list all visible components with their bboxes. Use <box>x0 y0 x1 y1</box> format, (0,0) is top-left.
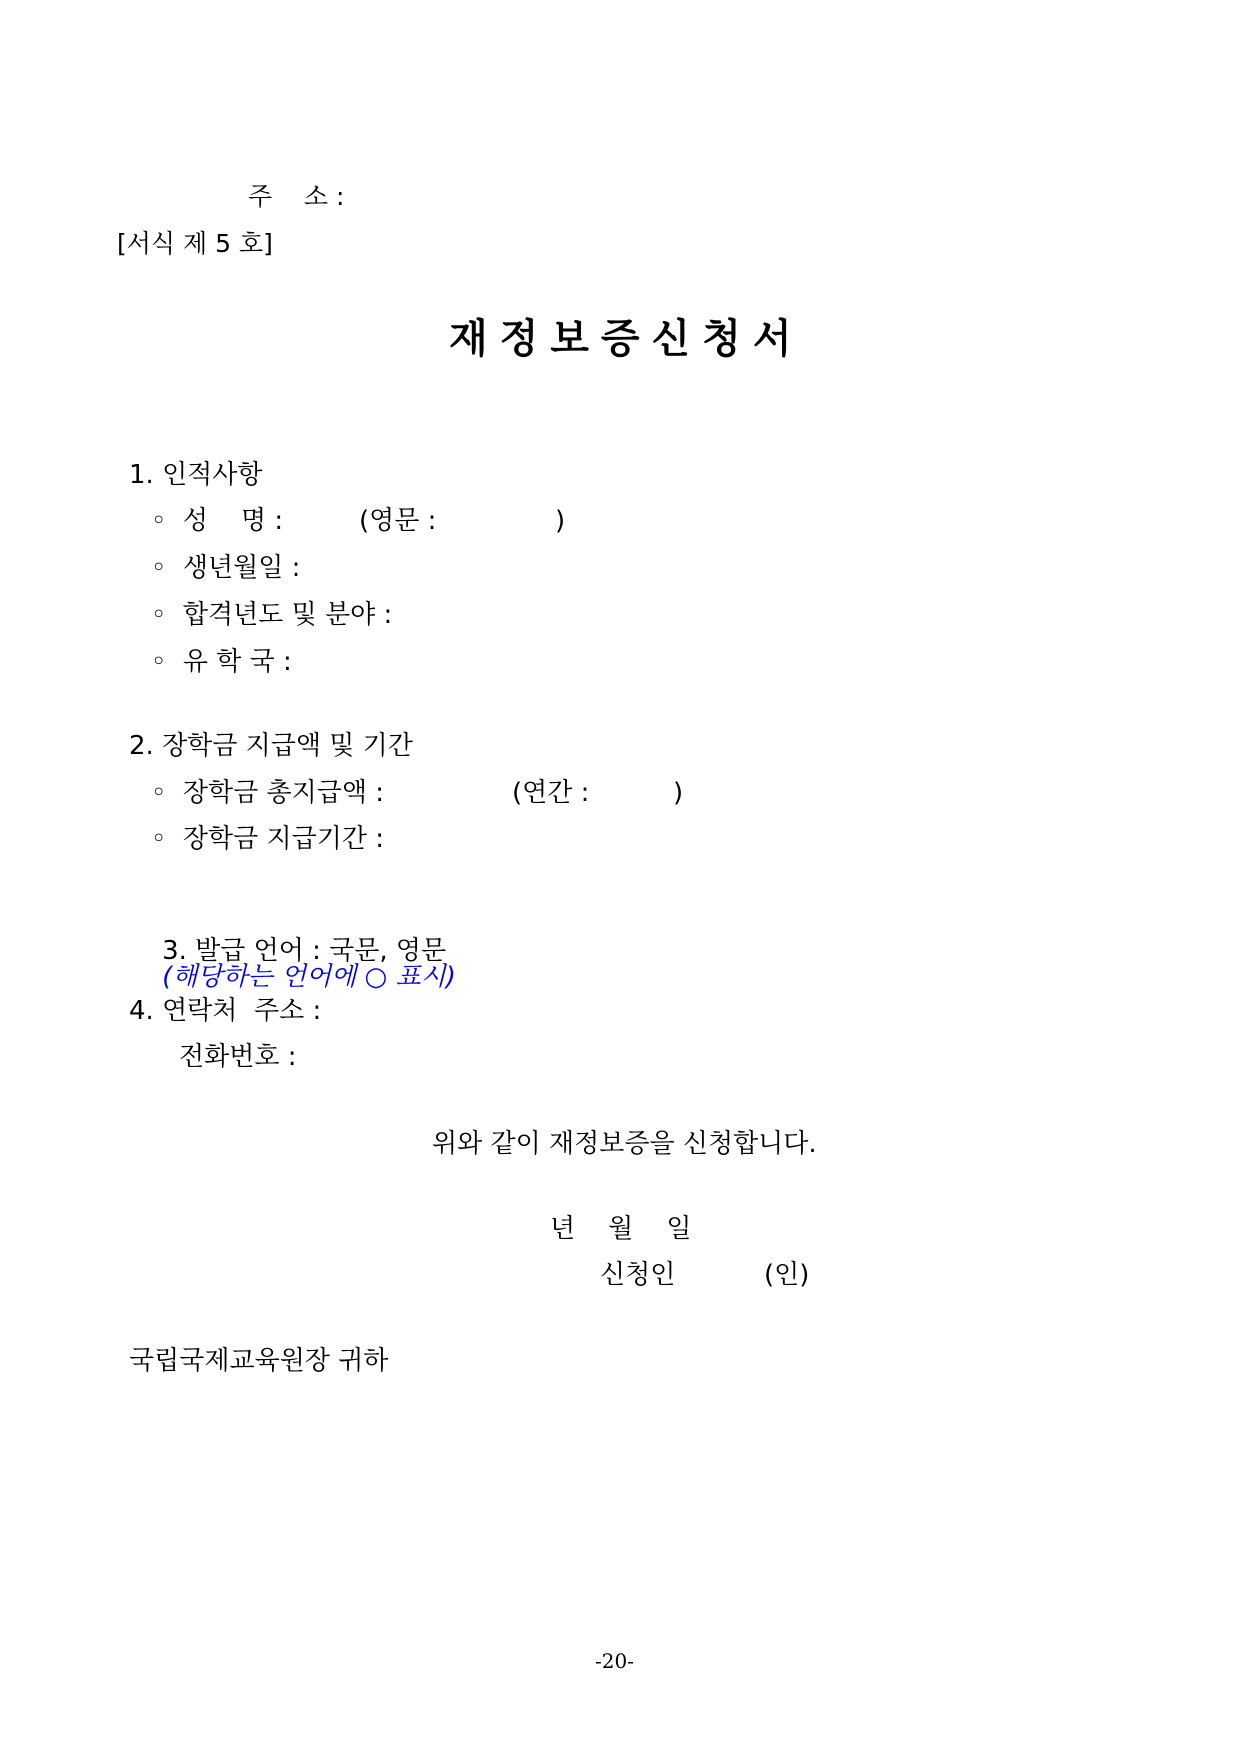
birthdate-label: ◦ 생년월일 : <box>151 553 301 583</box>
english-name-label: (영문 : <box>359 506 437 536</box>
document-title: 재정보증신청서 <box>449 316 804 362</box>
section-1-heading: 1. 인적사항 <box>129 460 263 490</box>
scholarship-total-label: ◦ 장학금 총지급액 : <box>151 778 384 808</box>
issue-language-text: 3. 발급 언어 : 국문, 영문 <box>162 936 447 966</box>
scholarship-period-label: ◦ 장학금 지급기간 : <box>151 824 384 854</box>
address-label: 주 소 : <box>248 182 345 211</box>
section-2-heading: 2. 장학금 지급액 및 기간 <box>129 731 413 761</box>
annual-close: ) <box>673 778 684 808</box>
study-country-label: ◦ 유 학 국 : <box>151 647 292 677</box>
phone-label: 전화번호 : <box>179 1042 297 1072</box>
recipient-line: 국립국제교육원장 귀하 <box>129 1346 389 1376</box>
applicant-label: 신청인 <box>600 1260 676 1290</box>
section-4-heading: 4. 연락처 주소 : <box>129 996 322 1026</box>
application-statement: 위와 같이 재정보증을 신청합니다. <box>432 1129 817 1159</box>
english-name-close: ) <box>555 506 566 536</box>
form-number: [서식 제 5 호] <box>117 229 273 258</box>
name-label: ◦ 성 명 : <box>151 506 284 536</box>
language-selection-note: (해당하는 언어에 ○ 표시) <box>162 962 456 992</box>
date-line: 년 월 일 <box>550 1214 692 1244</box>
seal-label: (인) <box>764 1260 810 1290</box>
page-number: -20- <box>595 1649 634 1673</box>
passing-year-label: ◦ 합격년도 및 분야 : <box>151 600 393 630</box>
annual-label: (연간 : <box>512 778 590 808</box>
